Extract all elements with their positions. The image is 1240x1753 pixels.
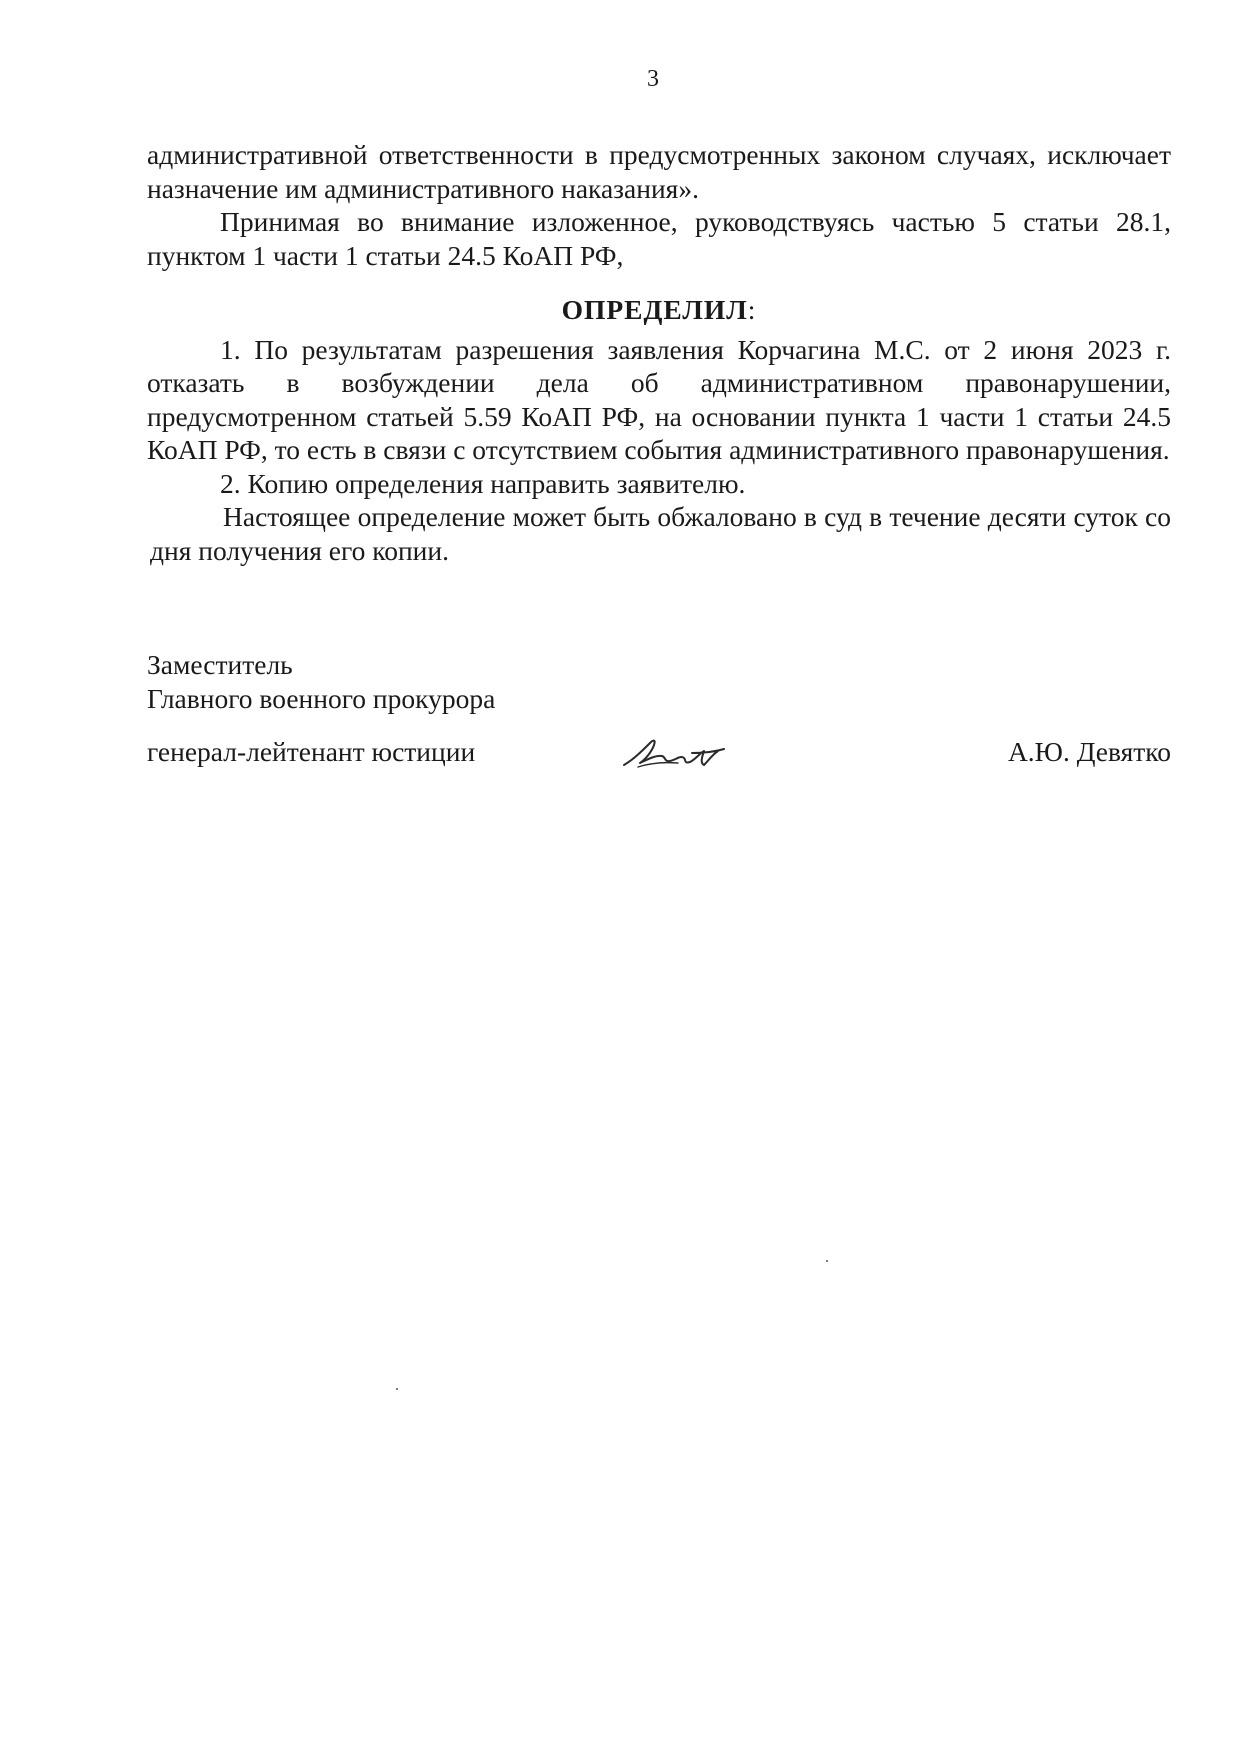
document-body [147,138,1171,567]
signatory-rank: генерал-лейтенант юстиции [147,736,476,767]
signature-block [147,648,1171,769]
scan-speck [826,1260,828,1262]
page-number: 3 [647,66,659,92]
decision-item-1: 1. По результатам разрешения заявления Корчагина М.С. от 2 июня 2023 г. отказать в возбуждении дела об административном правонарушении, предусмотренном статьей 5.59 КоАП РФ, на основании пункта 1 части 1 статьи 24.5 КоАП РФ, то есть в связи с отсутствием события административного правонарушения. [147,333,1171,465]
handwritten-signature [620,729,730,777]
signature-row [147,735,1171,769]
signatory-name: А.Ю. Девятко [1007,736,1171,767]
paragraph-considering: Принимая во внимание изложенное, руководствуясь частью 5 статьи 28.1, пунктом 1 части 1 статьи 24.5 КоАП РФ, [147,206,1171,271]
signatory-position-line-2: Главного военного прокурора [147,682,496,714]
decision-heading-colon: : [747,294,757,325]
signatory-position-line-1: Заместитель [147,649,293,680]
paragraph-continuation: административной ответственности в предусмотренных законом случаях, исключает назначение им административного наказания». [147,139,1171,204]
scan-speck [396,1388,398,1390]
decision-heading [147,272,1171,333]
decision-item-2: 2. Копию определения направить заявителю. [220,467,746,499]
decision-heading-text: ОПРЕДЕЛИЛ [561,294,748,325]
appeal-notice: Настоящее определение может быть обжаловано в суд в течение десяти суток со дня получения его копии. [150,501,1171,566]
